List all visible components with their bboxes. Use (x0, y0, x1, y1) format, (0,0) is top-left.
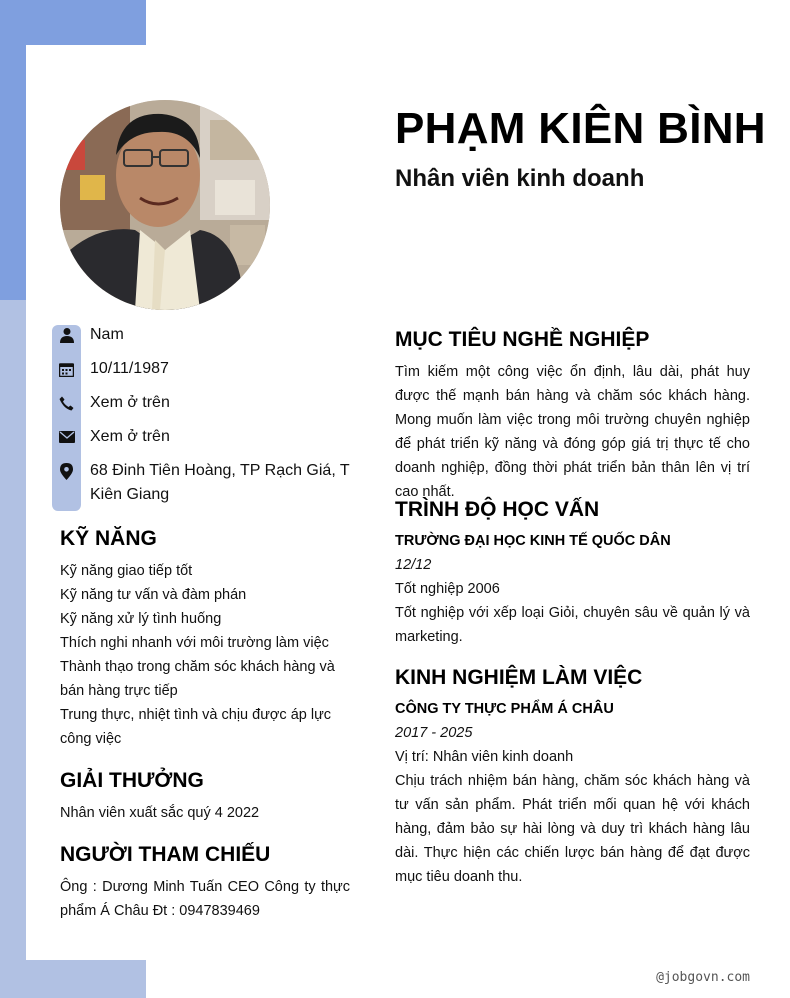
profile-photo (60, 100, 270, 310)
skill-item: Trung thực, nhiệt tình và chịu được áp lực công việc (60, 707, 332, 747)
objective-content (395, 360, 750, 504)
education-content (395, 529, 750, 649)
mail-icon (52, 425, 81, 449)
award-item: Nhân viên xuất sắc quý 4 2022 (60, 805, 260, 821)
skill-item: Kỹ năng tư vấn và đàm phán (60, 587, 247, 603)
phone-icon (52, 391, 81, 415)
education-school: TRƯỜNG ĐẠI HỌC KINH TẾ QUỐC DÂN (395, 533, 671, 549)
experience-content (395, 697, 750, 889)
experience-title: KINH NGHIỆM LÀM VIỆC (395, 666, 643, 689)
skill-item: Kỹ năng xử lý tình huống (60, 611, 222, 627)
experience-date: 2017 - 2025 (395, 725, 473, 741)
objective-title: MỤC TIÊU NGHỀ NGHIỆP (395, 328, 650, 351)
skill-item: Thích nghi nhanh với môi trường làm việc (60, 635, 329, 651)
reference-text: Ông : Dương Minh Tuấn CEO Công ty thực phẩm Á Châu Đt : 0947839469 (60, 879, 350, 919)
contact-gender (52, 323, 352, 347)
contact-info (52, 323, 352, 517)
user-icon (52, 323, 81, 347)
education-title: TRÌNH ĐỘ HỌC VẤN (395, 498, 600, 521)
skills-list (60, 559, 350, 751)
contact-phone (52, 391, 352, 415)
experience-description: Chịu trách nhiệm bán hàng, chăm sóc khách hàng và tư vấn sản phẩm. Phát triển mối quan hệ với khách hàng, đảm bảo sự hài lòng và duy trì khách hàng lâu dài. Thực hiện các chiến lược bán hàng để đạt được mục tiêu doanh thu. (395, 773, 750, 885)
references-title: NGƯỜI THAM CHIẾU (60, 843, 271, 866)
skills-title: KỸ NĂNG (60, 527, 157, 550)
candidate-role: Nhân viên kinh doanh (395, 165, 645, 192)
awards-content (60, 801, 350, 825)
references-content (60, 875, 350, 923)
candidate-name: PHẠM KIÊN BÌNH (395, 104, 766, 153)
contact-email (52, 425, 352, 449)
phone-value: Xem ở trên (90, 394, 170, 411)
birthdate-value: 10/11/1987 (90, 360, 169, 377)
skill-item: Thành thạo trong chăm sóc khách hàng và bán hàng trực tiếp (60, 659, 335, 699)
contact-birthdate (52, 357, 352, 381)
calendar-icon (52, 357, 81, 381)
education-line1: Tốt nghiệp 2006 (395, 581, 500, 597)
awards-title: GIẢI THƯỞNG (60, 769, 204, 792)
email-value: Xem ở trên (90, 428, 170, 445)
objective-text: Tìm kiếm một công việc ổn định, lâu dài, phát huy được thế mạnh bán hàng và chăm sóc khách hàng. Mong muốn làm việc trong môi trường chuyên nghiệp để phát triển kỹ năng và đóng góp giá trị thực tế cho doanh nghiệp, đồng thời phát triển bản thân lên vị trí cao nhất. (395, 364, 750, 500)
location-icon (52, 459, 81, 483)
footer-watermark: @jobgovn.com (656, 970, 750, 985)
skill-item: Kỹ năng giao tiếp tốt (60, 563, 193, 579)
contact-address (52, 459, 352, 507)
experience-company: CÔNG TY THỰC PHẨM Á CHÂU (395, 701, 614, 717)
education-date: 12/12 (395, 557, 432, 573)
education-line2: Tốt nghiệp với xếp loại Giỏi, chuyên sâu về quản lý và marketing. (395, 605, 750, 645)
address-value: 68 Đinh Tiên Hoàng, TP Rạch Giá, T Kiên Giang (90, 462, 350, 503)
gender-value: Nam (90, 326, 124, 343)
experience-position: Vị trí: Nhân viên kinh doanh (395, 749, 574, 765)
